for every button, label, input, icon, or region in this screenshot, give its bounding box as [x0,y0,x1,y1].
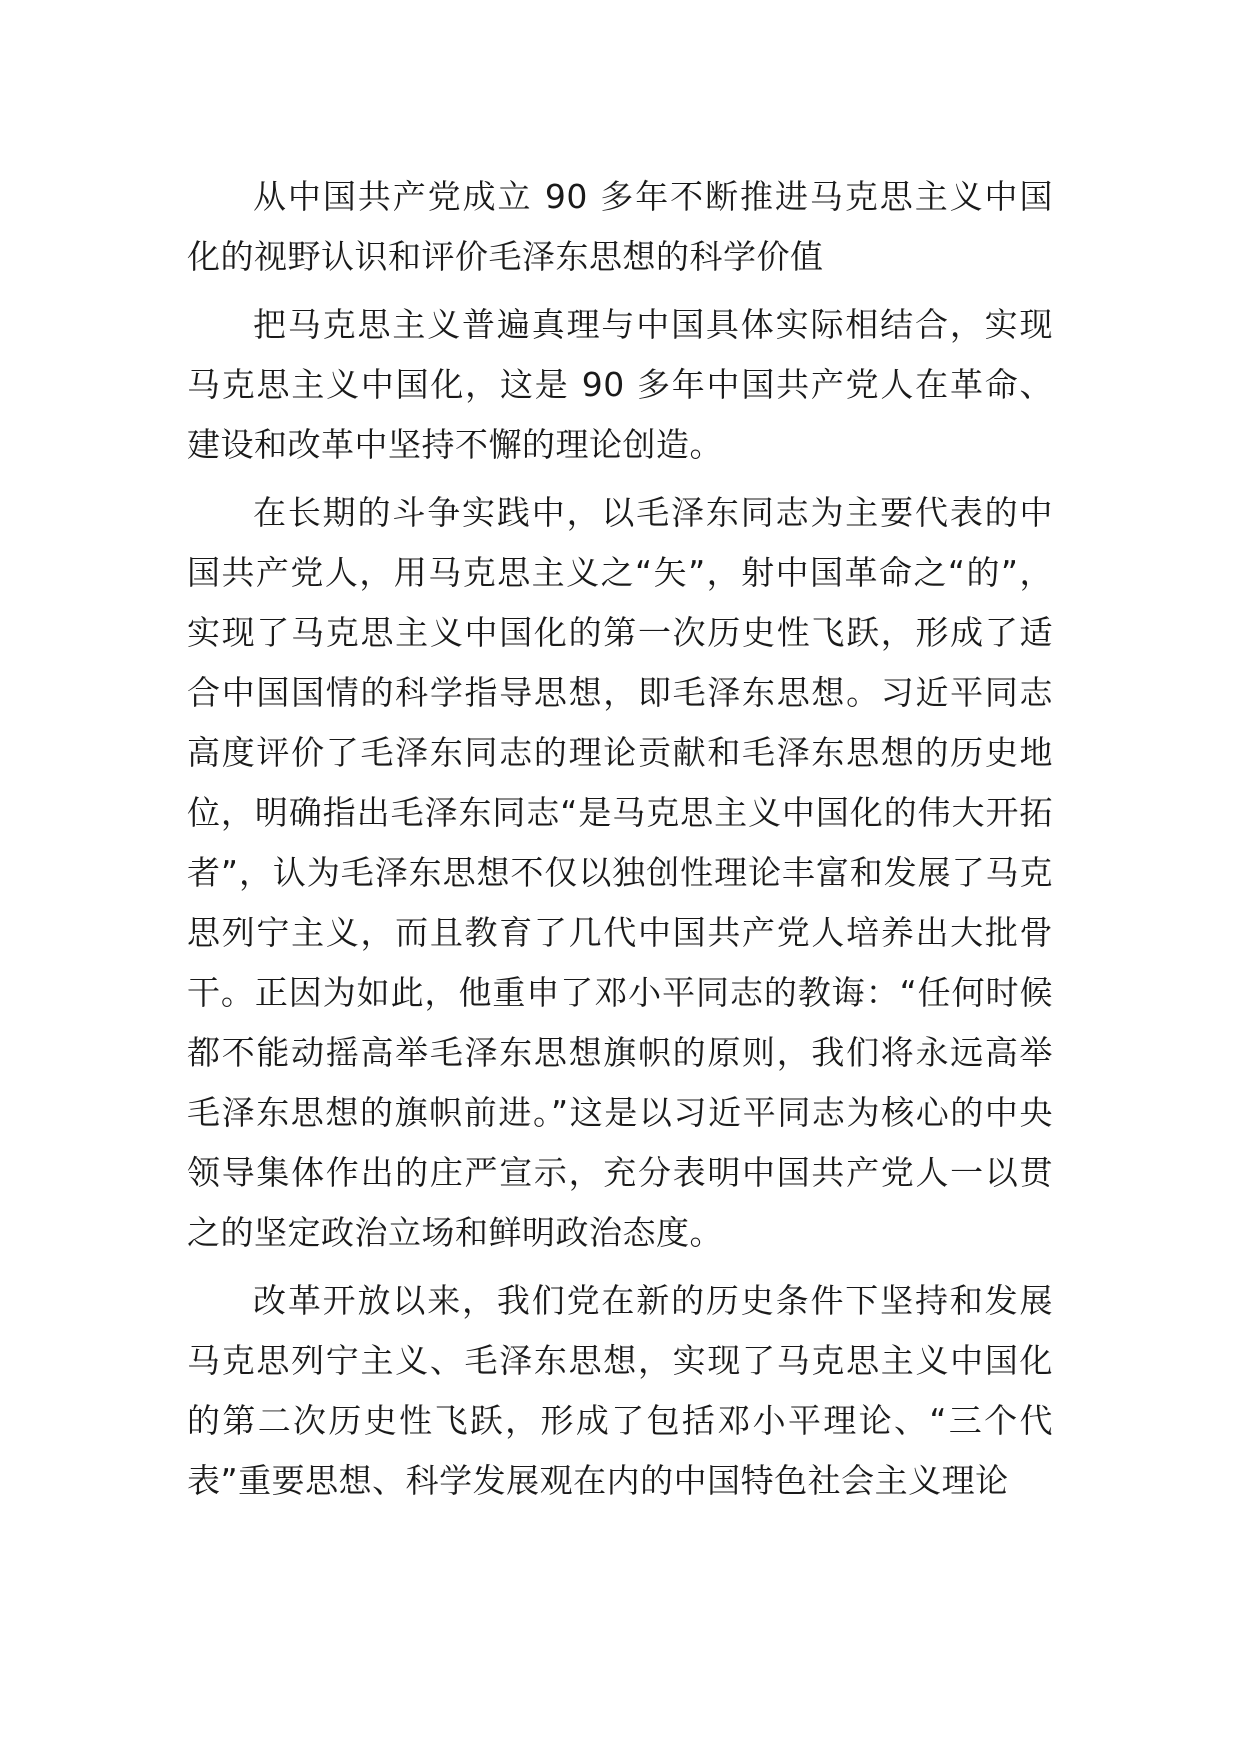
document-body [187,167,1053,1511]
paragraph-heading: 从中国共产党成立 90 多年不断推进马克思主义中国化的视野认识和评价毛泽东思想的科学价值 [187,177,1053,276]
paragraph: 在长期的斗争实践中，以毛泽东同志为主要代表的中国共产党人，用马克思主义之“矢”，射中国革命之“的”，实现了马克思主义中国化的第一次历史性飞跃，形成了适合中国国情的科学指导思想，即毛泽东思想。习近平同志高度评价了毛泽东同志的理论贡献和毛泽东思想的历史地位，明确指出毛泽东同志“是马克思主义中国化的伟大开拓者”，认为毛泽东思想不仅以独创性理论丰富和发展了马克思列宁主义，而且教育了几代中国共产党人培养出大批骨干。正因为如此，他重申了邓小平同志的教诲：“任何时候都不能动摇高举毛泽东思想旗帜的原则，我们将永远高举毛泽东思想的旗帜前进。”这是以习近平同志为核心的中央领导集体作出的庄严宣示，充分表明中国共产党人一以贯之的坚定政治立场和鲜明政治态度。 [187,493,1053,1252]
paragraph: 改革开放以来，我们党在新的历史条件下坚持和发展马克思列宁主义、毛泽东思想，实现了马克思主义中国化的第二次历史性飞跃，形成了包括邓小平理论、“三个代表”重要思想、科学发展观在内的中国特色社会主义理论 [187,1281,1053,1500]
paragraph: 把马克思主义普遍真理与中国具体实际相结合，实现马克思主义中国化，这是 90 多年中国共产党人在革命、建设和改革中坚持不懈的理论创造。 [187,305,1053,464]
